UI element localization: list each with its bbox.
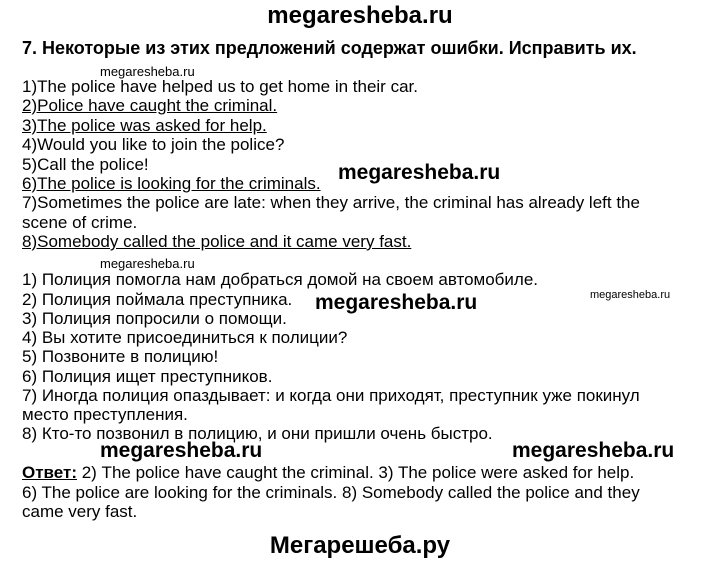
answer-line (22, 463, 634, 482)
answer-line: 6) The police are looking for the criminals. 8) Somebody called the police and they (22, 483, 640, 502)
site-header: megaresheba.ru (267, 2, 453, 29)
russian-sentence: 8) Кто-то позвонил в полицию, и они пришли очень быстро. (22, 424, 493, 443)
watermark: megaresheba.ru (315, 291, 478, 314)
russian-sentence: 4) Вы хотите присоединиться к полиции? (22, 328, 348, 347)
russian-sentence: 3) Полиция попросили о помощи. (22, 309, 287, 328)
english-sentence: scene of crime. (22, 213, 138, 232)
russian-sentence: 7) Иногда полиция опаздывает: и когда они приходят, преступник уже покинул (22, 386, 640, 405)
watermark: megaresheba.ru (100, 64, 195, 79)
watermark: megaresheba.ru (590, 289, 671, 301)
watermark: megaresheba.ru (100, 439, 263, 462)
english-sentence: 5)Call the police! (22, 155, 149, 174)
watermark: megaresheba.ru (512, 439, 675, 462)
answer-label: Ответ: (22, 463, 77, 482)
russian-sentence: 2) Полиция поймала преступника. (22, 290, 293, 309)
english-sentence: 1)The police have helped us to get home in their car. (22, 77, 418, 96)
answer-line: came very fast. (22, 502, 138, 521)
watermark: megaresheba.ru (100, 256, 195, 271)
english-sentence: 6)The police is looking for the criminals. (22, 174, 321, 193)
russian-sentence: 6) Полиция ищет преступников. (22, 367, 273, 386)
russian-sentence: 1) Полиция помогла нам добраться домой на своем автомобиле. (22, 270, 539, 289)
site-footer: Мегарешеба.ру (269, 532, 451, 559)
english-sentence: 8)Somebody called the police and it came very fast. (22, 232, 412, 251)
russian-sentence: 5) Позвоните в полицию! (22, 347, 219, 366)
english-sentence: 2)Police have caught the criminal. (22, 96, 278, 115)
english-sentence: 7)Sometimes the police are late: when they arrive, the criminal has already left the (22, 193, 640, 212)
watermark: megaresheba.ru (338, 161, 501, 184)
english-sentence: 3)The police was asked for help. (22, 116, 267, 135)
answer-text: 2) The police have caught the criminal. 3) The police were asked for help. (77, 463, 635, 482)
task-title: 7. Некоторые из этих предложений содержат ошибки. Исправить их. (22, 38, 637, 58)
english-sentence: 4)Would you like to join the police? (22, 135, 285, 154)
russian-sentence: место преступления. (22, 405, 188, 424)
